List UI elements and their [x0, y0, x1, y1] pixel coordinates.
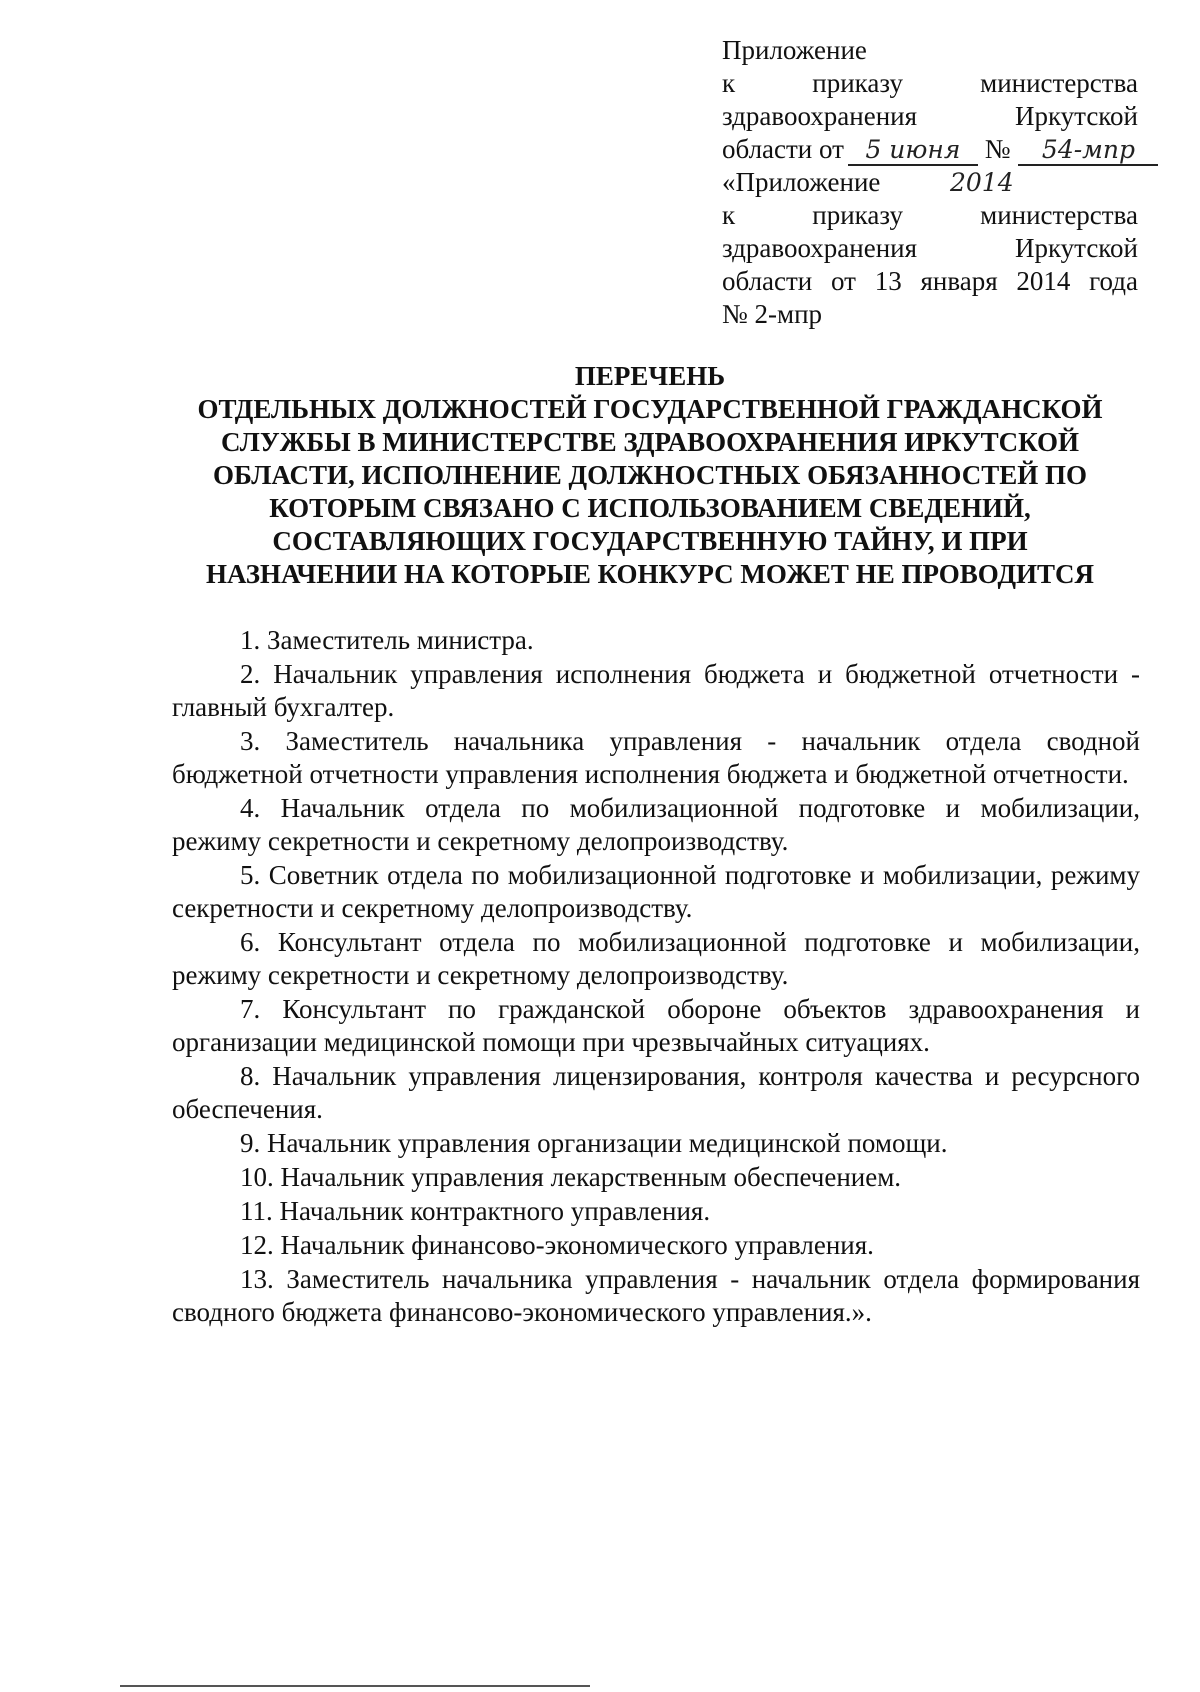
- list-item: 8. Начальник управления лицензирования, контроля качества и ресурсного обеспечения.: [172, 1061, 1140, 1124]
- attachment-word: года: [1089, 266, 1138, 296]
- attachment-word: Иркутской: [1014, 101, 1138, 131]
- title-line: ОТДЕЛЬНЫХ ДОЛЖНОСТЕЙ ГОСУДАРСТВЕННОЙ ГРАЖДАНСКОЙ: [197, 394, 1103, 424]
- attachment-line-6: [722, 199, 1138, 232]
- list-item: 5. Советник отдела по мобилизационной подготовке и мобилизации, режиму секретности и секретному делопроизводству.: [172, 860, 1140, 923]
- title-line: НАЗНАЧЕНИИ НА КОТОРЫЕ КОНКУРС МОЖЕТ НЕ ПРОВОДИТСЯ: [205, 559, 1095, 589]
- list-item: 7. Консультант по гражданской обороне объектов здравоохранения и организации медицинской помощи при чрезвычайных ситуациях.: [172, 994, 1140, 1057]
- list-item: 9. Начальник управления организации медицинской помощи.: [240, 1128, 948, 1158]
- attachment-word: области: [722, 266, 813, 296]
- number-sign: №: [984, 134, 1011, 164]
- attachment-date-prefix: области от: [722, 134, 844, 164]
- attachment-label: «Приложение: [722, 167, 881, 197]
- attachment-word: приказу: [812, 68, 903, 98]
- list-item: 6. Консультант отдела по мобилизационной подготовке и мобилизации, режиму секретности и секретному делопроизводству.: [172, 927, 1140, 990]
- list-item: 13. Заместитель начальника управления - начальник отдела формирования сводного бюджета финансово-экономического управления.».: [172, 1264, 1140, 1327]
- attachment-line-4: [722, 133, 1138, 166]
- title-heading: ПЕРЕЧЕНЬ: [574, 361, 726, 391]
- attachment-word: приказу: [812, 200, 903, 230]
- attachment-word: от: [831, 266, 856, 296]
- attachment-word: 2014: [1016, 266, 1071, 296]
- attachment-order-number: № 2-мпр: [722, 299, 823, 329]
- document-title: [160, 360, 1140, 591]
- list-item: 12. Начальник финансово-экономического управления.: [240, 1230, 874, 1260]
- list-item: 4. Начальник отдела по мобилизационной подготовке и мобилизации, режиму секретности и секретному делопроизводству.: [172, 793, 1140, 856]
- attachment-word: министерства: [980, 68, 1138, 98]
- attachment-word: здравоохранения: [722, 233, 918, 263]
- list-item: 11. Начальник контрактного управления.: [240, 1196, 711, 1226]
- title-line: СЛУЖБЫ В МИНИСТЕРСТВЕ ЗДРАВООХРАНЕНИЯ ИРКУТСКОЙ: [220, 427, 1080, 457]
- bottom-rule: [120, 1685, 590, 1687]
- attachment-word: к: [722, 200, 736, 230]
- attachment-word: здравоохранения: [722, 101, 918, 131]
- handwritten-date: 5 июня: [848, 136, 978, 166]
- attachment-label: Приложение: [722, 35, 867, 65]
- title-line: КОТОРЫМ СВЯЗАНО С ИСПОЛЬЗОВАНИЕМ СВЕДЕНИЙ,: [269, 493, 1031, 523]
- attachment-line-7: [722, 232, 1138, 265]
- attachment-word: 13: [874, 266, 902, 296]
- list-item: 3. Заместитель начальника управления - начальник отдела сводной бюджетной отчетности управления исполнения бюджета и бюджетной отчетности.: [172, 726, 1140, 789]
- attachment-line-8: [722, 265, 1138, 298]
- title-line: ОБЛАСТИ, ИСПОЛНЕНИЕ ДОЛЖНОСТНЫХ ОБЯЗАННОСТЕЙ ПО: [213, 460, 1087, 490]
- attachment-line-3: [722, 100, 1138, 133]
- attachment-line-2: [722, 67, 1138, 100]
- list-item: 2. Начальник управления исполнения бюджета и бюджетной отчетности - главный бухгалтер.: [172, 659, 1140, 722]
- attachment-block: [722, 34, 1138, 331]
- positions-list: [172, 624, 1140, 1329]
- list-item: 10. Начальник управления лекарственным обеспечением.: [240, 1162, 902, 1192]
- title-line: СОСТАВЛЯЮЩИХ ГОСУДАРСТВЕННУЮ ТАЙНУ, И ПРИ: [272, 526, 1028, 556]
- list-item: 1. Заместитель министра.: [240, 625, 534, 655]
- handwritten-number: 54-мпр: [1018, 136, 1158, 166]
- attachment-word: к: [722, 68, 736, 98]
- attachment-line-5: [722, 166, 1138, 199]
- attachment-word: января: [920, 266, 998, 296]
- attachment-line-9: [722, 298, 1138, 331]
- attachment-line-1: [722, 34, 1138, 67]
- handwritten-year: 2014: [950, 168, 1014, 197]
- attachment-word: Иркутской: [1014, 233, 1138, 263]
- attachment-word: министерства: [980, 200, 1138, 230]
